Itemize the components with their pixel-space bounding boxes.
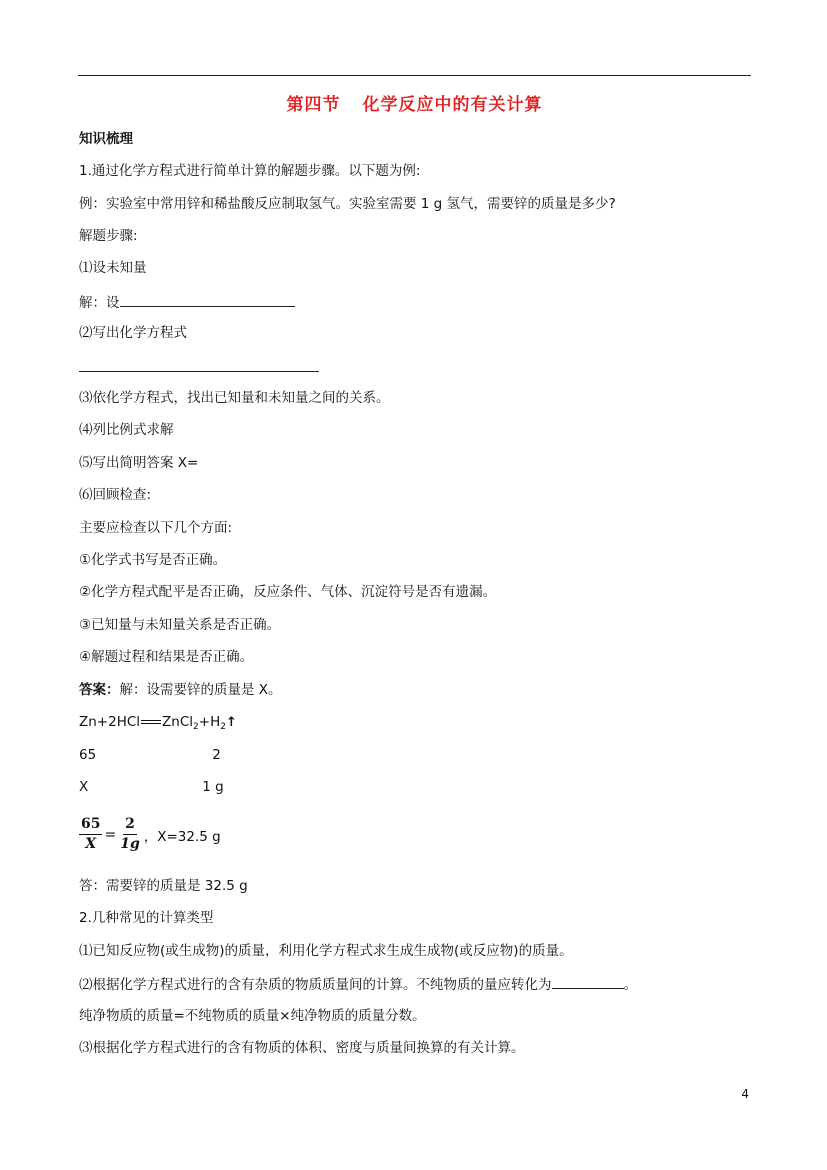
ratio-value: X (79, 779, 89, 795)
text-line (79, 292, 295, 312)
text-line (79, 974, 637, 994)
text-line: ⑷列比例式求解 (79, 422, 174, 438)
text-line: 答：需要锌的质量是 32.5 g (79, 878, 248, 894)
subscript: 2 (193, 722, 199, 732)
equation-sign (141, 720, 161, 724)
fraction-numerator: 65 (79, 816, 102, 835)
text-line: ⑶根据化学方程式进行的含有物质的体积、密度与质量间换算的有关计算。 (79, 1040, 525, 1056)
text-line: ④解题过程和结果是否正确。 (79, 649, 254, 665)
ratio-value: 65 (79, 747, 97, 763)
title-section: 第四节 (286, 95, 341, 115)
equation-reactants: Zn+2HCl (79, 714, 141, 730)
page-number: 4 (741, 1087, 749, 1101)
text-fragment: 解：设 (79, 295, 120, 311)
text-line: ⑶依化学方程式，找出已知量和未知量之间的关系。 (79, 390, 390, 406)
chemical-equation (79, 713, 237, 736)
text-line: ①化学式书写是否正确。 (79, 552, 227, 568)
text-line: ⑴已知反应物(或生成物)的质量，利用化学方程式求生成生成物(或反应物)的质量。 (79, 943, 573, 959)
text-line: 2.几种常见的计算类型 (79, 910, 214, 926)
text-line: ⑵写出化学方程式 (79, 325, 187, 341)
blank-line (79, 357, 319, 372)
ratio-value: 1 g (202, 779, 224, 795)
title-topic: 化学反应中的有关计算 (362, 95, 543, 115)
text-fragment: 。 (623, 977, 637, 993)
fraction (118, 816, 142, 853)
subscript: 2 (220, 722, 226, 732)
fraction (79, 816, 102, 853)
header-rule (78, 75, 751, 76)
text-line (79, 357, 319, 377)
text-line: ⑹回顾检查: (79, 487, 152, 503)
text-fragment: ⑵根据化学方程式进行的含有杂质的物质质量间的计算。不纯物质的量应转化为 (79, 977, 552, 993)
text-line: 例：实验室中常用锌和稀盐酸反应制取氢气。实验室需要 1 g 氢气，需要锌的质量是多少? (79, 196, 616, 212)
fraction-denominator: 1g (120, 836, 140, 852)
answer-text: 解：设需要锌的质量是 X。 (119, 682, 282, 698)
ratio-row (79, 778, 224, 796)
answer-line (79, 681, 282, 699)
text-line: ③已知量与未知量关系是否正确。 (79, 617, 281, 633)
ratio-value: 2 (212, 747, 221, 763)
equation-product: ZnCl (162, 714, 194, 730)
text-line: ⑸写出简明答案 X= (79, 455, 199, 471)
proportion-result: ，X=32.5 g (143, 828, 221, 845)
proportion-equation (79, 816, 221, 853)
blank-line (552, 974, 624, 989)
answer-label: 答案： (79, 682, 120, 698)
equals-sign: = (104, 826, 117, 843)
page-title (78, 90, 751, 115)
text-line: ②化学方程式配平是否正确，反应条件、气体、沉淀符号是否有遗漏。 (79, 584, 497, 600)
text-line: 纯净物质的质量=不纯物质的质量×纯净物质的质量分数。 (79, 1008, 426, 1024)
text-line: ⑴设未知量 (79, 260, 147, 276)
ratio-row (79, 746, 221, 764)
fraction-numerator: 2 (123, 816, 137, 835)
text-line: 解题步骤: (79, 228, 138, 244)
fraction-denominator: X (85, 836, 97, 852)
text-line: 1.通过化学方程式进行简单计算的解题步骤。以下题为例: (79, 163, 421, 179)
gas-arrow-icon: ↑ (225, 715, 237, 730)
equation-product: +H (198, 714, 221, 730)
section-heading: 知识梳理 (79, 131, 133, 147)
text-line: 主要应检查以下几个方面: (79, 520, 233, 536)
blank-line (120, 292, 295, 307)
